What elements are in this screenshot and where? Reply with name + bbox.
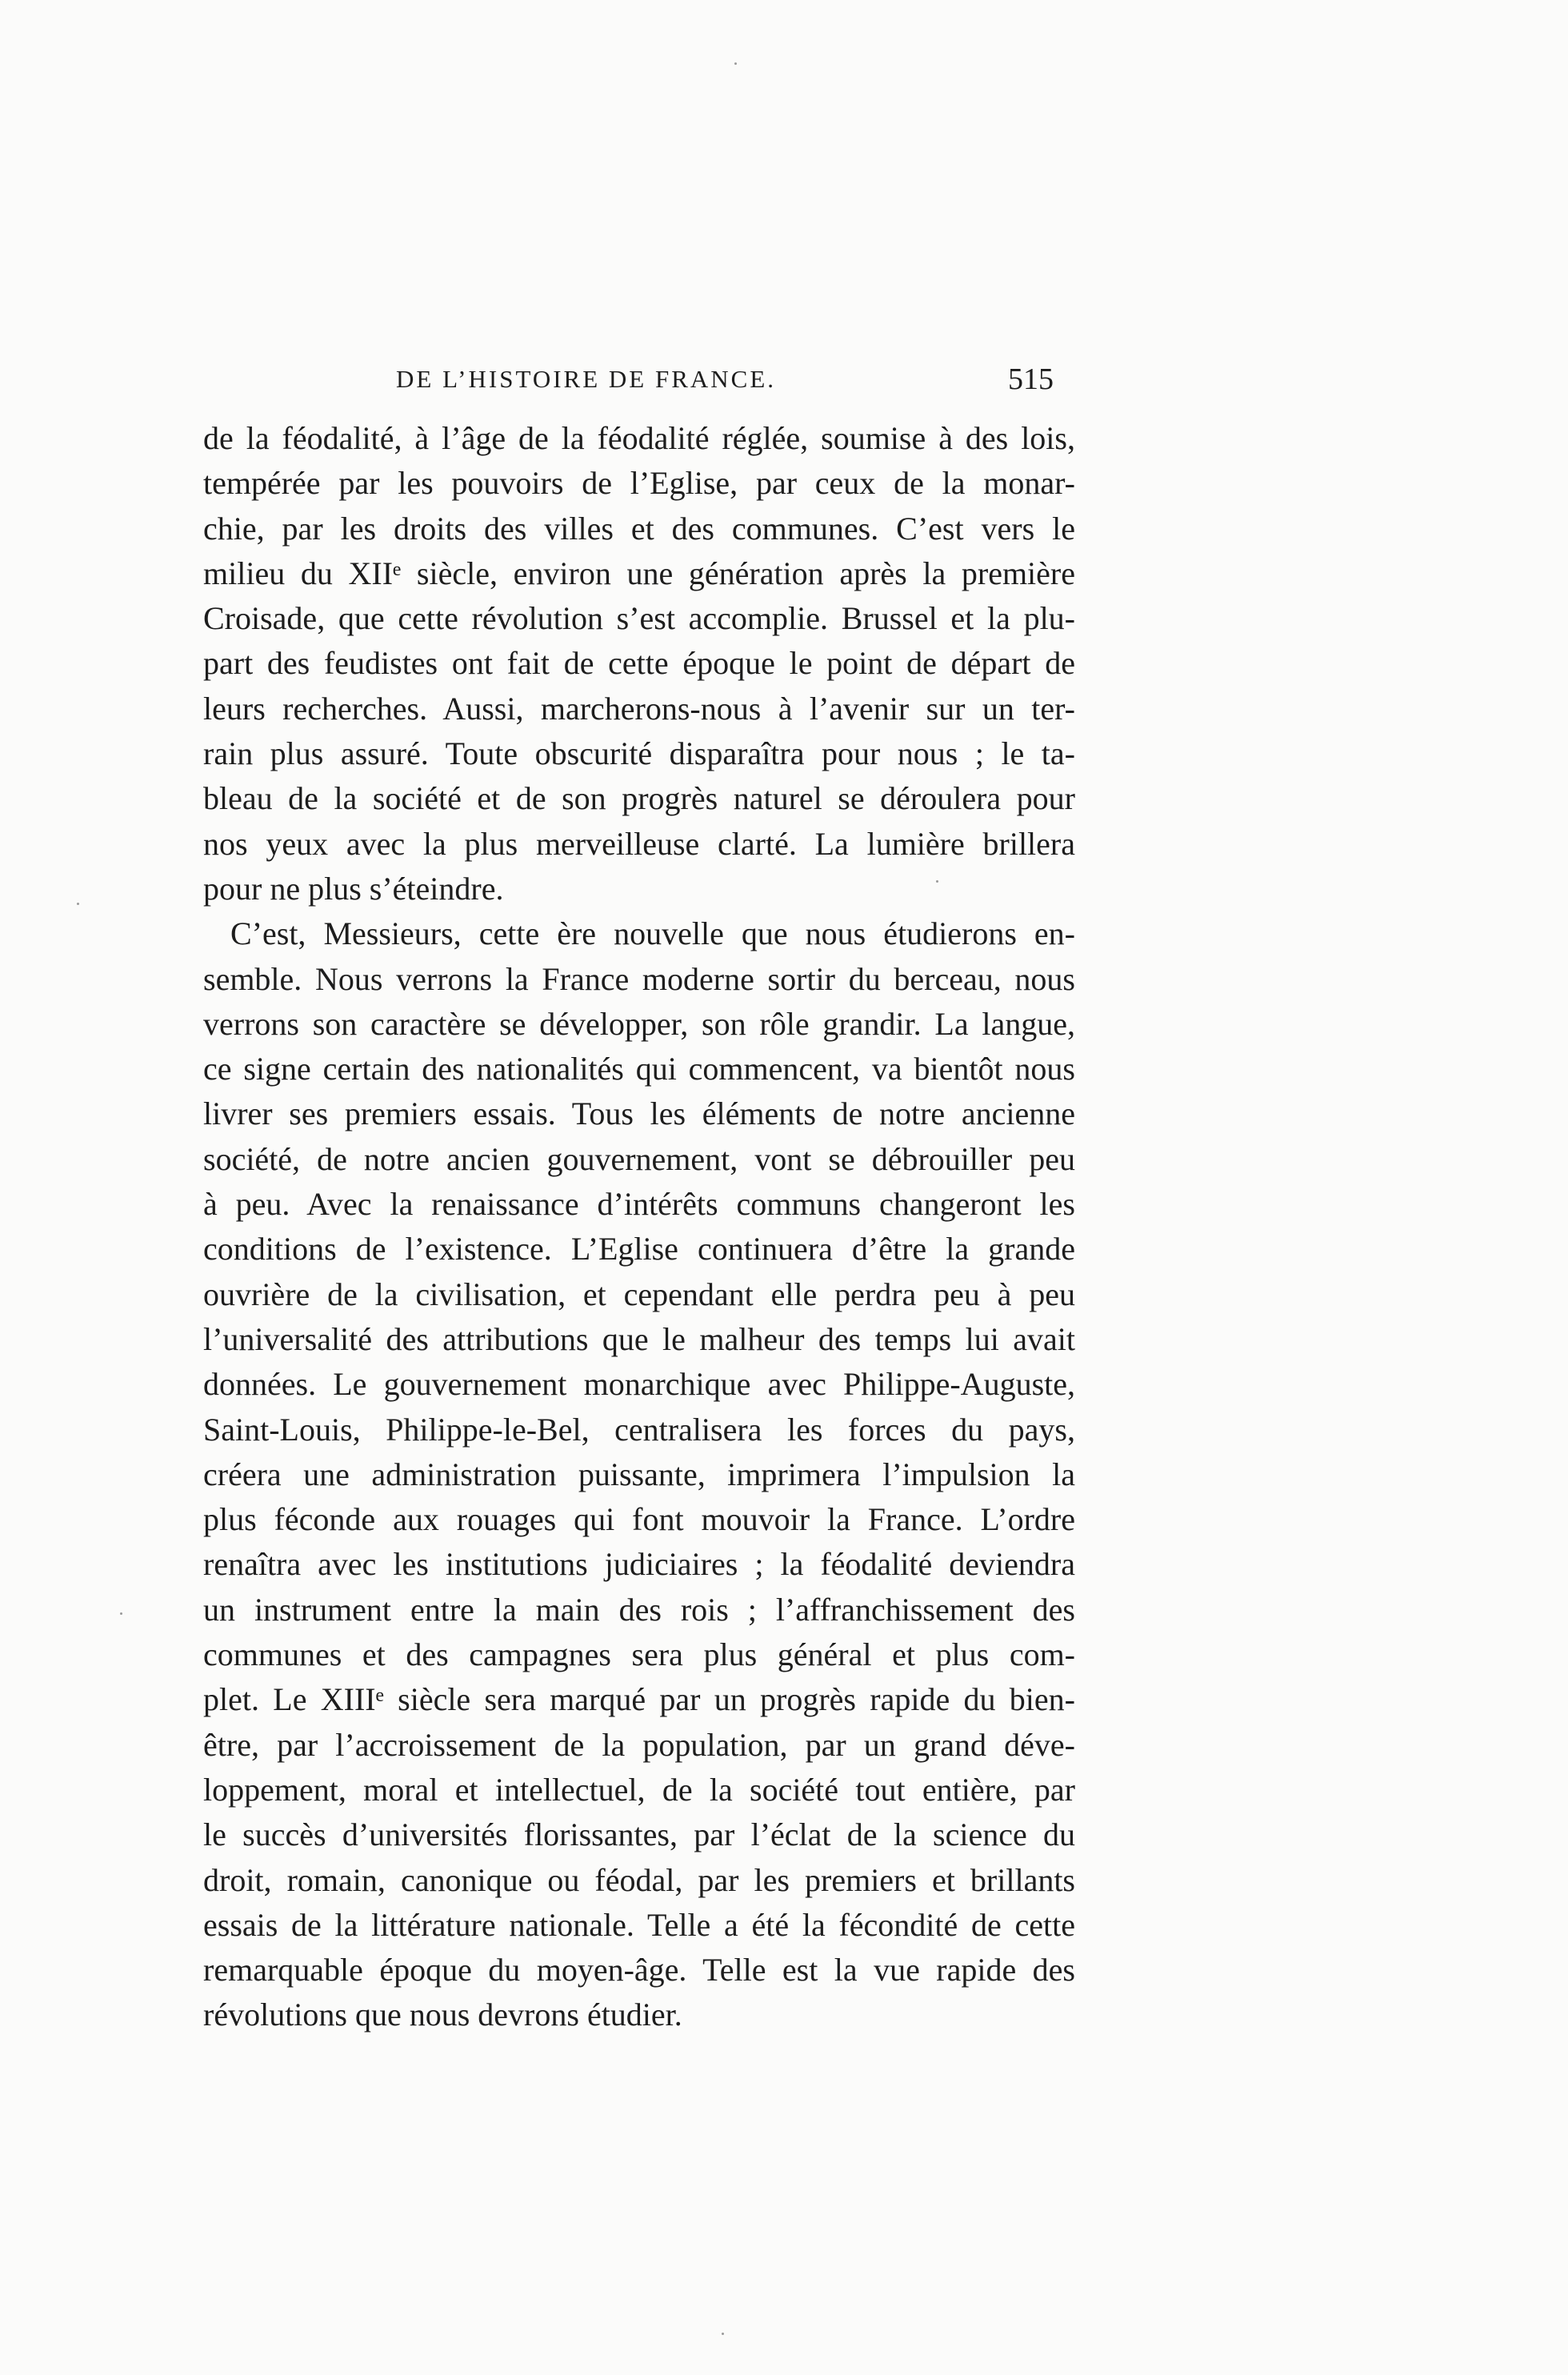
text-line: de la féodalité, à l’âge de la féodalité réglée, soumise à des lois, xyxy=(203,420,1075,456)
text-line: livrer ses premiers essais. Tous les éléments de notre ancienne xyxy=(203,1095,1075,1132)
body-text xyxy=(203,416,1075,2038)
paragraph-2 xyxy=(203,911,1075,2037)
text-line: données. Le gouvernement monarchique avec Philippe-Auguste, xyxy=(203,1366,1075,1403)
text-line: conditions de l’existence. L’Eglise continuera d’être la grande xyxy=(203,1231,1075,1268)
paper-speck xyxy=(77,903,79,905)
text-line: chie, par les droits des villes et des communes. C’est vers le xyxy=(203,510,1075,547)
text-line: ce signe certain des nationalités qui commencent, va bientôt nous xyxy=(203,1051,1075,1087)
text-line: un instrument entre la main des rois ; l’affranchissement des xyxy=(203,1591,1075,1628)
text-line: société, de notre ancien gouvernement, vont se débrouiller peu xyxy=(203,1140,1075,1177)
text-line: l’universalité des attributions que le malheur des temps lui avait xyxy=(203,1320,1075,1357)
text-line: verrons son caractère se développer, son rôle grandir. La langue, xyxy=(203,1005,1075,1042)
text-line: loppement, moral et intellectuel, de la société tout entière, par xyxy=(203,1771,1075,1808)
text-line: remarquable époque du moyen-âge. Telle est la vue rapide des xyxy=(203,1952,1075,1989)
text-line: ouvrière de la civilisation, et cependant elle perdra peu à peu xyxy=(203,1276,1075,1312)
paper-speck xyxy=(936,880,938,883)
page-number: 515 xyxy=(1008,362,1054,396)
text-line: rain plus assuré. Toute obscurité disparaîtra pour nous ; le ta- xyxy=(203,735,1075,772)
text-line: plet. Le XIIIᵉ siècle sera marqué par un progrès rapide du bien- xyxy=(203,1681,1075,1718)
text-line: semble. Nous verrons la France moderne sortir du berceau, nous xyxy=(203,960,1075,997)
paper-speck xyxy=(734,62,737,65)
text-line: essais de la littérature nationale. Telle a été la fécondité de cette xyxy=(203,1906,1075,1943)
text-line: part des feudistes ont fait de cette époque le point de départ de xyxy=(203,645,1075,682)
text-line: le succès d’universités florissantes, par l’éclat de la science du xyxy=(203,1816,1075,1853)
paragraph-1 xyxy=(203,416,1075,911)
paper-speck xyxy=(120,1612,122,1615)
text-line: milieu du XIIᵉ siècle, environ une génération après la première xyxy=(203,555,1075,591)
text-line: tempérée par les pouvoirs de l’Eglise, par ceux de la monar- xyxy=(203,465,1075,502)
text-line: bleau de la société et de son progrès naturel se déroulera pour xyxy=(203,780,1075,817)
text-line: plus féconde aux rouages qui font mouvoir la France. L’ordre xyxy=(203,1501,1075,1538)
text-line: à peu. Avec la renaissance d’intérêts communs changeront les xyxy=(203,1186,1075,1223)
text-line: être, par l’accroissement de la population, par un grand déve- xyxy=(203,1726,1075,1763)
text-line: leurs recherches. Aussi, marcherons-nous à l’avenir sur un ter- xyxy=(203,690,1075,727)
running-head: DE L’HISTOIRE DE FRANCE. xyxy=(396,365,777,393)
text-line: créera une administration puissante, imprimera l’impulsion la xyxy=(203,1456,1075,1492)
text-line: C’est, Messieurs, cette ère nouvelle que nous étudierons en- xyxy=(230,915,1075,952)
text-line: nos yeux avec la plus merveilleuse clarté. La lumière brillera xyxy=(203,825,1075,862)
paper-speck xyxy=(722,2333,724,2335)
text-line: Croisade, que cette révolution s’est accomplie. Brussel et la plu- xyxy=(203,600,1075,637)
text-line: droit, romain, canonique ou féodal, par les premiers et brillants xyxy=(203,1861,1075,1898)
text-line: pour ne plus s’éteindre. xyxy=(203,870,504,907)
text-line: révolutions que nous devrons étudier. xyxy=(203,1997,682,2033)
text-line: Saint-Louis, Philippe-le-Bel, centralisera les forces du pays, xyxy=(203,1411,1075,1448)
text-line: renaîtra avec les institutions judiciaires ; la féodalité deviendra xyxy=(203,1546,1075,1583)
text-line: communes et des campagnes sera plus général et plus com- xyxy=(203,1636,1075,1673)
